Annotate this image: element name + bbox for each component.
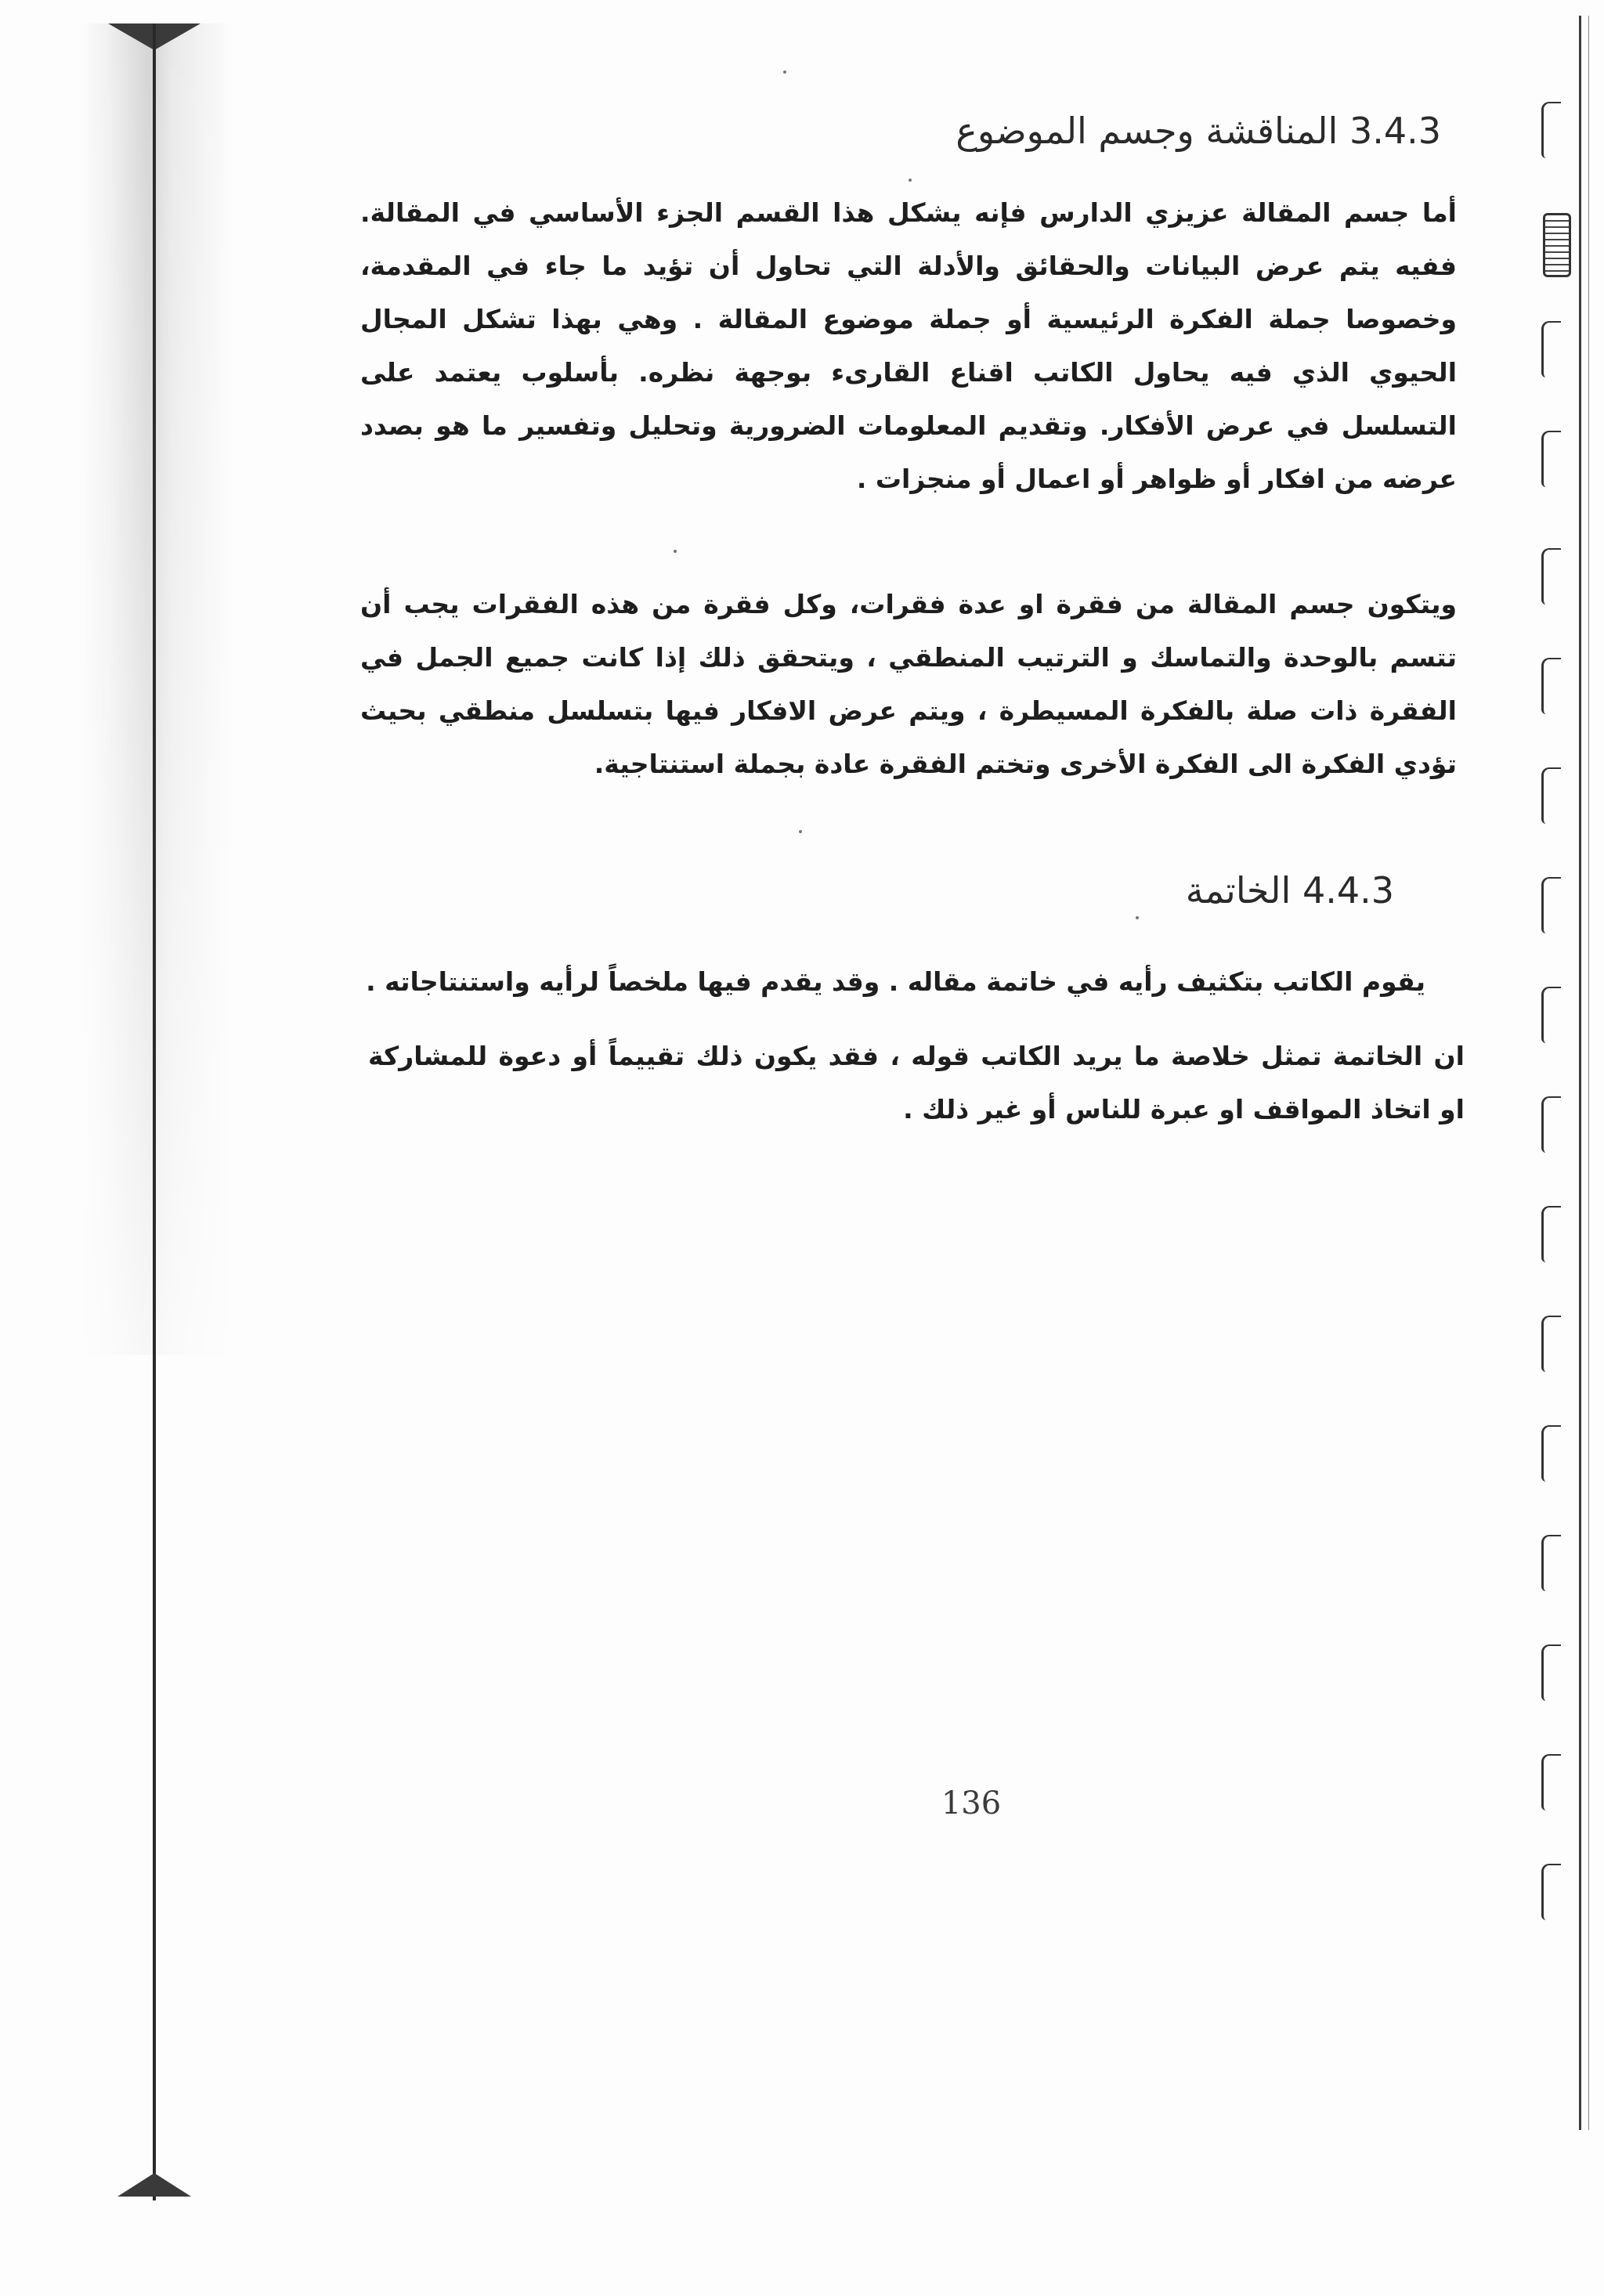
binding-ring-mark bbox=[1541, 1535, 1561, 1591]
binding-ring-mark bbox=[1541, 1096, 1561, 1153]
binding-ring-mark bbox=[1541, 1316, 1561, 1372]
page-number: 136 bbox=[941, 1785, 1002, 1821]
spine-line bbox=[153, 23, 156, 2200]
binding-ring-mark bbox=[1541, 658, 1561, 714]
scan-speck bbox=[909, 179, 912, 182]
binding-ring-mark bbox=[1541, 102, 1561, 158]
binding-ring-mark bbox=[1541, 1644, 1561, 1701]
binding-clip bbox=[1543, 213, 1571, 277]
binding-ring-mark bbox=[1541, 767, 1561, 824]
scan-speck bbox=[1136, 916, 1139, 919]
body-paragraph: أما جسم المقالة عزيزي الدارس فإنه يشكل هذا القسم الجزء الأساسي في المقالة. ففيه يتم عرض البيانات والحقائق والأدلة التي تحاول أن تؤيد ما جاء في المقدمة، وخصوصا جملة الفكرة الرئيسية أو جملة موضوع المقالة . وهي بهذا تشكل المجال الحيوي الذي فيه يحاول الكاتب اقناع القارىء بوجهة نظره. بأسلوب يعتمد على التسلسل في عرض الأفكار. وتقديم المعلومات الضرورية وتحليل وتفسير ما هو بصدد عرضه من افكار أو ظواهر أو اعمال أو منجزات . bbox=[360, 197, 1457, 494]
scan-speck bbox=[783, 70, 786, 74]
section-heading-4-4-3: 4.4.3 الخاتمة bbox=[1185, 869, 1394, 912]
binding-ring-mark bbox=[1541, 431, 1561, 487]
section-heading-3-4-3: 3.4.3 المناقشة وجسم الموضوع bbox=[956, 110, 1441, 152]
binding-ring-mark bbox=[1541, 1425, 1561, 1482]
binding-ring-mark bbox=[1541, 1206, 1561, 1262]
right-edge-rule bbox=[1579, 16, 1581, 2130]
binding-ring-mark bbox=[1541, 1754, 1561, 1810]
spine-shadow bbox=[78, 23, 235, 1355]
binding-spine bbox=[78, 23, 235, 2200]
binding-ring-mark bbox=[1541, 877, 1561, 933]
scan-speck bbox=[799, 830, 802, 833]
scan-speck bbox=[674, 550, 677, 553]
spine-bottom-cap bbox=[117, 2173, 191, 2197]
binding-ring-mark bbox=[1541, 1864, 1561, 1920]
body-paragraph: ان الخاتمة تمثل خلاصة ما يريد الكاتب قوله ، فقد يكون ذلك تقييماً أو دعوة للمشاركة او اتخاذ المواقف او عبرة للناس أو غير ذلك . bbox=[368, 1041, 1465, 1125]
right-edge-rule-thin bbox=[1588, 16, 1589, 2130]
binding-ring-mark bbox=[1541, 548, 1561, 605]
body-paragraph: ويتكون جسم المقالة من فقرة او عدة فقرات، وكل فقرة من هذه الفقرات يجب أن تتسم بالوحدة والتماسك و الترتيب المنطقي ، ويتحقق ذلك إذا كانت جميع الجمل في الفقرة ذات صلة بالفكرة المسيطرة ، ويتم عرض الافكار فيها بتسلسل منطقي بحيث تؤدي الفكرة الى الفكرة الأخرى وتختم الفقرة عادة بجملة استنتاجية. bbox=[360, 589, 1457, 779]
binding-ring-mark bbox=[1541, 987, 1561, 1043]
binding-ring-mark bbox=[1541, 321, 1561, 377]
body-paragraph: يقوم الكاتب بتكثيف رأيه في خاتمة مقاله . وقد يقدم فيها ملخصاً لرأيه واستنتاجاته . bbox=[366, 966, 1425, 997]
right-binding-edge bbox=[1527, 0, 1604, 2296]
